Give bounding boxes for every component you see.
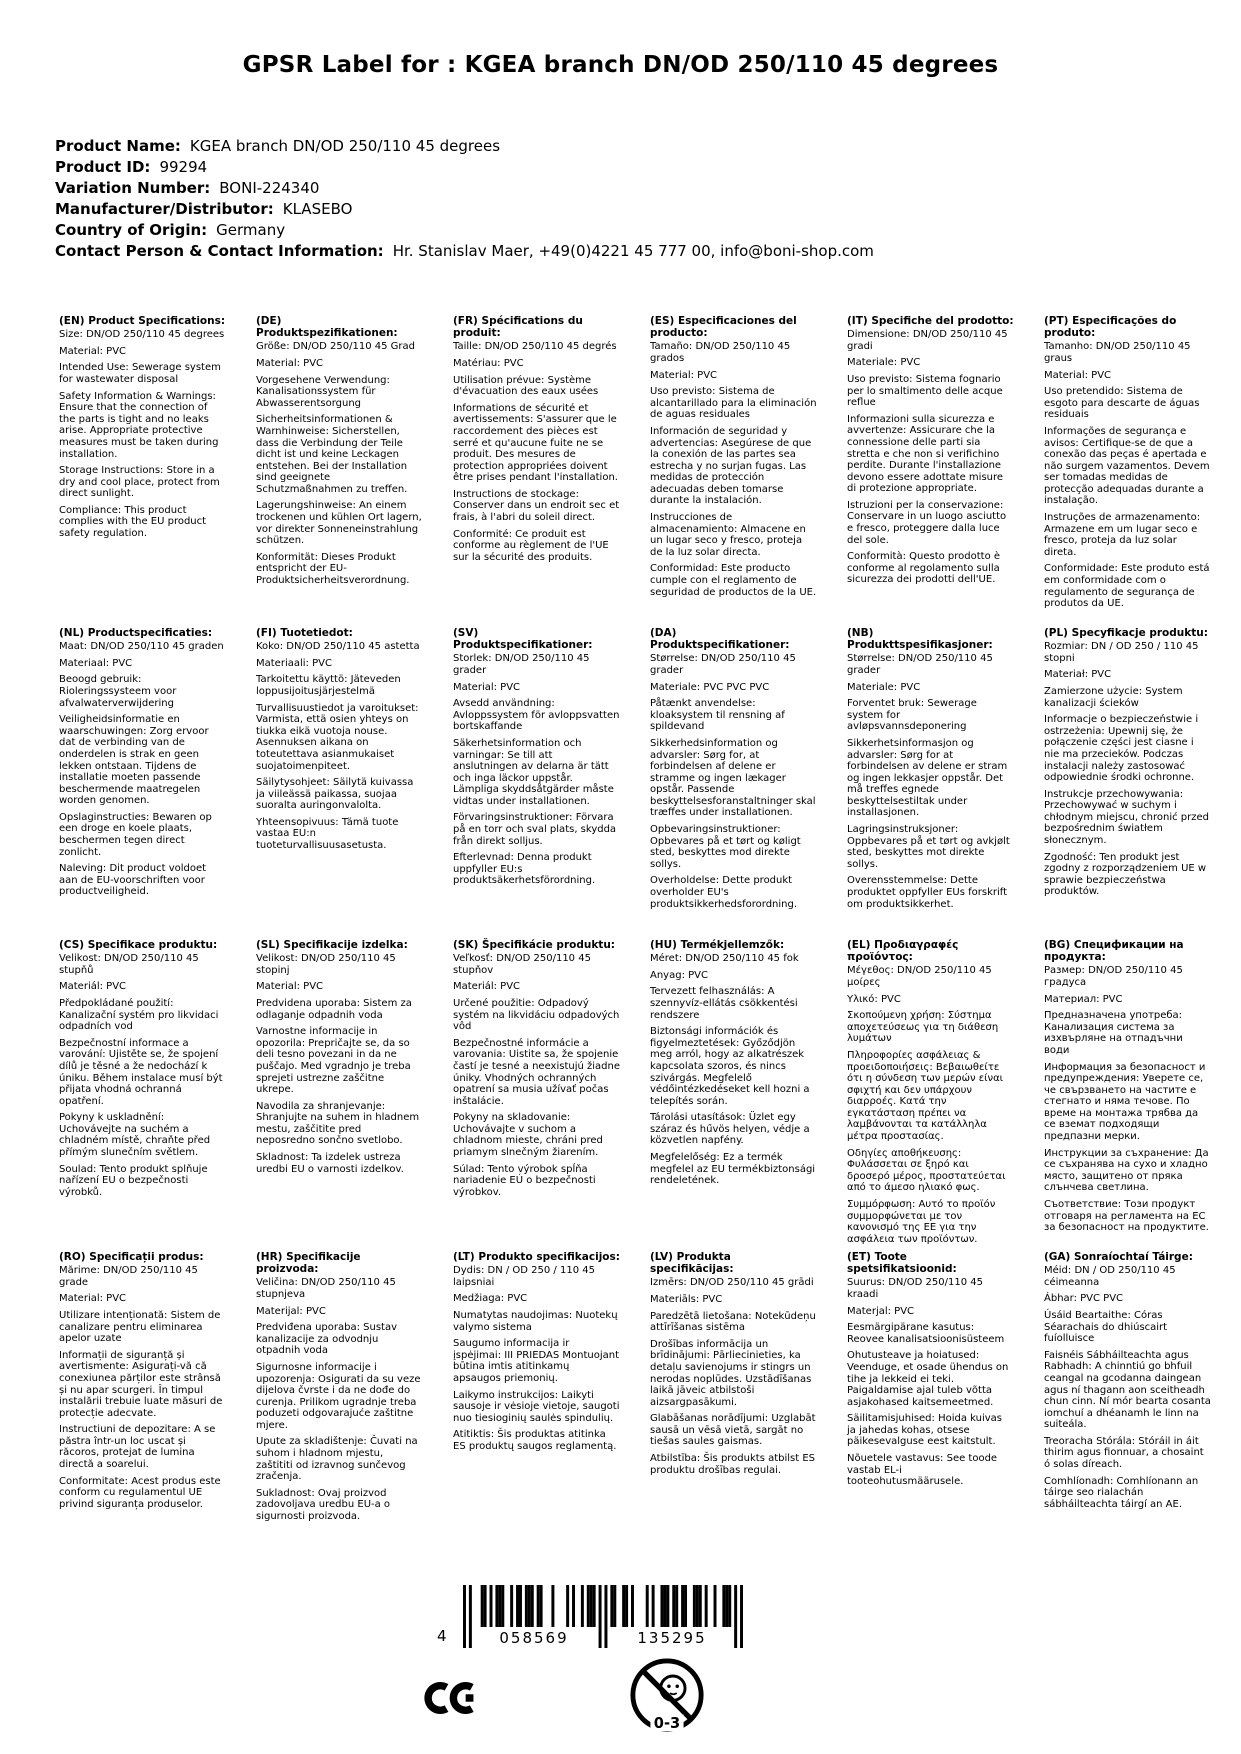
spec-paragraph: Tamanho: DN/OD 250/110 45 graus bbox=[1044, 341, 1191, 364]
spec-paragraph: Materiale: PVC bbox=[847, 681, 921, 693]
spec-paragraph: Eesmärgipärane kasutus: Reovee kanalisatsioonisüsteem bbox=[847, 1322, 1005, 1345]
spec-paragraph: Material: PVC bbox=[256, 981, 324, 993]
language-block bbox=[847, 1251, 1044, 1563]
language-block-body bbox=[59, 329, 226, 540]
spec-paragraph: Predvidena uporaba: Sistem za odlaganje odpadnih voda bbox=[256, 997, 412, 1021]
spec-paragraph: Información de seguridad y advertencias: Asegúrese de que la conexión de las partes sea estrecha y no surjan fugas. Las medidas de protección adecuadas deben tomarse durante la instalación. bbox=[650, 425, 812, 507]
language-block-heading: (SV) Produktspecifikationer: bbox=[453, 627, 593, 652]
spec-paragraph: Σκοπούμενη χρήση: Σύστημα αποχετεύσεως για τη διάθεση λυμάτων bbox=[847, 1010, 999, 1045]
barcode-left-digits: 058569 bbox=[499, 1629, 569, 1647]
language-block bbox=[1044, 315, 1241, 627]
spec-paragraph: Soulad: Tento produkt splňuje nařízení EU o bezpečnosti výrobků. bbox=[59, 1163, 208, 1198]
barcode-right-digits: 135295 bbox=[637, 1629, 707, 1647]
language-block bbox=[256, 939, 453, 1251]
spec-paragraph: Numatytas naudojimas: Nuotekų valymo sistema bbox=[453, 1309, 618, 1333]
language-block-heading: (SL) Specifikacije izdelka: bbox=[256, 939, 408, 951]
language-block bbox=[1044, 627, 1241, 939]
spec-paragraph: Instrukcje przechowywania: Przechowywać w suchym i chłodnym miejscu, chronić przed bezpośrednim światłem słonecznym. bbox=[1044, 788, 1210, 847]
spec-paragraph: Zamierzone użycie: System kanalizacji ścieków bbox=[1044, 685, 1183, 709]
spec-paragraph: Maat: DN/OD 250/110 45 graden bbox=[59, 641, 224, 653]
product-info bbox=[55, 136, 874, 262]
product-info-value: Hr. Stanislav Maer, +49(0)4221 45 777 00, info@boni-shop.com bbox=[392, 242, 874, 260]
language-block-body bbox=[650, 1277, 817, 1476]
spec-paragraph: Materiál: PVC bbox=[453, 981, 521, 993]
language-block bbox=[650, 1251, 847, 1563]
language-block-heading: (HR) Specifikacije proizvoda: bbox=[256, 1251, 361, 1276]
language-block-body bbox=[59, 953, 226, 1198]
language-block bbox=[59, 939, 256, 1251]
product-info-label: Country of Origin: bbox=[55, 221, 208, 239]
language-block-body bbox=[847, 653, 1014, 910]
spec-paragraph: Avsedd användning: Avloppssystem för avloppsvatten bortskaffande bbox=[453, 698, 620, 733]
spec-paragraph: Materiāls: PVC bbox=[650, 1293, 723, 1305]
spec-paragraph: Tárolási utasítások: Üzlet egy száraz és hűvös helyen, védje a közvetlen napfény. bbox=[650, 1112, 810, 1147]
spec-paragraph: Μέγεθος: DN/OD 250/110 45 μοίρες bbox=[847, 965, 992, 988]
spec-paragraph: Informations de sécurité et avertissements: S'assurer que le raccordement des pièces est serré et qu'aucune fuite ne se produit. Des mesures de protection appropriées doivent être prises pendant l'installation. bbox=[453, 402, 618, 484]
language-block-heading: (FR) Spécifications du produit: bbox=[453, 315, 583, 340]
spec-paragraph: Dydis: DN / OD 250 / 110 45 laipsniai bbox=[453, 1265, 595, 1288]
spec-paragraph: Overensstemmelse: Dette produktet oppfyller EUs forskrift om produktsikkerhet. bbox=[847, 875, 1008, 910]
spec-paragraph: Materiale: PVC bbox=[847, 357, 921, 369]
product-info-value: KGEA branch DN/OD 250/110 45 degrees bbox=[189, 137, 501, 155]
spec-paragraph: Dimensione: DN/OD 250/110 45 gradi bbox=[847, 329, 1008, 352]
spec-paragraph: Uso previsto: Sistema fognario per lo smaltimento delle acque reflue bbox=[847, 373, 1003, 409]
language-block bbox=[256, 627, 453, 939]
spec-paragraph: Taille: DN/OD 250/110 45 degrés bbox=[453, 341, 617, 353]
language-block-body bbox=[1044, 965, 1211, 1233]
language-block-body bbox=[256, 641, 423, 852]
spec-paragraph: Určené použitie: Odpadový systém na likvidáciu odpadových vôd bbox=[453, 997, 620, 1033]
spec-paragraph: Mărime: DN/OD 250/110 45 grade bbox=[59, 1265, 198, 1288]
language-block-heading: (NB) Produkttspesifikasjoner: bbox=[847, 627, 993, 652]
spec-paragraph: Instructions de stockage: Conserver dans un endroit sec et frais, à l'abri du soleil direct. bbox=[453, 488, 620, 524]
spec-paragraph: Sikkerhetsinformasjon og advarsler: Sørg for at forbindelsen av delene er stram og ingen lekkasjer oppstår. Det må treffes egnede beskyttelsestiltak under installasjonen. bbox=[847, 737, 1008, 819]
product-info-value: Germany bbox=[216, 221, 286, 239]
spec-paragraph: Säilitamisjuhised: Hoida kuivas ja jahedas kohas, otsese päikesevalguse eest kaitstult. bbox=[847, 1413, 1003, 1448]
spec-paragraph: Materiaali: PVC bbox=[256, 657, 332, 669]
spec-paragraph: Konformität: Dieses Produkt entspricht der EU-Produktsicherheitsverordnung. bbox=[256, 551, 410, 587]
spec-paragraph: Súlad: Tento výrobok spĺňa nariadenie EÚ o bezpečnosti výrobkov. bbox=[453, 1163, 596, 1198]
language-block-body bbox=[650, 653, 817, 910]
spec-paragraph: Информация за безопасност и предупреждения: Уверете се, че свързването на частите е стегнато и няма течове. По време на монтажа трябва да се вземат подходящи предпазни мерки. bbox=[1044, 1061, 1206, 1143]
spec-paragraph: Laikymo instrukcijos: Laikyti sausoje ir vėsioje vietoje, saugoti nuo tiesioginių saulės spindulių. bbox=[453, 1389, 620, 1424]
ean13-barcode bbox=[437, 1585, 743, 1651]
spec-paragraph: Materijal: PVC bbox=[256, 1305, 326, 1317]
language-block-body bbox=[1044, 641, 1211, 898]
language-block bbox=[650, 315, 847, 627]
product-info-label: Variation Number: bbox=[55, 179, 211, 197]
spec-paragraph: Faisnéis Sábháilteachta agus Rabhadh: A chinntiú go bhfuil ceangal na gcodanna daingean agus ní thagann aon sceitheadh chun cinn. Ní mór bearta cosanta iomchuí a dhéanamh le linn na suiteála. bbox=[1044, 1349, 1211, 1431]
spec-paragraph: Lagringsinstruksjoner: Oppbevares på et tørt og avkjølt sted, beskyttes mot direkte sollys. bbox=[847, 824, 1010, 870]
spec-paragraph: Biztonsági információk és figyelmeztetések: Győződjön meg arról, hogy az alkatrészek kapcsolata szoros, és nincs szivárgás. Megfelelő védőintézkedéseket kell hozni a telepítés során. bbox=[650, 1026, 810, 1107]
spec-paragraph: Materiál: PVC bbox=[59, 981, 127, 993]
spec-paragraph: Size: DN/OD 250/110 45 degrees bbox=[59, 329, 225, 341]
language-block-heading: (EL) Προδιαγραφές προϊόντος: bbox=[847, 939, 959, 964]
spec-paragraph: Sicherheitsinformationen & Warnhinweise: Sicherstellen, dass die Verbindung der Teile dicht ist und keine Leckagen entstehen. Bei der Installation sind geeignete Schutzmaßnahmen zu treffen. bbox=[256, 414, 408, 495]
language-block-body bbox=[1044, 341, 1211, 609]
spec-paragraph: Comhlíonadh: Comhlíonann an táirge seo rialachán sábháilteachta táirgí an AE. bbox=[1044, 1475, 1199, 1510]
language-block-body bbox=[59, 1265, 226, 1510]
spec-paragraph: Atbilstība: Šis produkts atbilst ES produktu drošības regulai. bbox=[650, 1453, 816, 1476]
spec-paragraph: Säilytysohjeet: Säilytä kuivassa ja viileässä paikassa, suojaa suoralta auringonvalolta. bbox=[256, 777, 414, 812]
spec-paragraph: Zgodność: Ten produkt jest zgodny z rozporządzeniem UE w sprawie bezpieczeństwa produktów. bbox=[1044, 851, 1207, 898]
spec-paragraph: Sukladnost: Ovaj proizvod zadovoljava uredbu EU-a o sigurnosti proizvoda. bbox=[256, 1487, 391, 1523]
spec-paragraph: Suurus: DN/OD 250/110 45 kraadi bbox=[847, 1277, 983, 1300]
spec-paragraph: Veličina: DN/OD 250/110 45 stupnjeva bbox=[256, 1277, 396, 1300]
language-block-heading: (PT) Especificações do produto: bbox=[1044, 315, 1177, 340]
language-block-body bbox=[847, 965, 1014, 1245]
spec-paragraph: Rozmiar: DN / OD 250 / 110 45 stopni bbox=[1044, 641, 1199, 664]
product-info-label: Product ID: bbox=[55, 158, 151, 176]
spec-paragraph: Efterlevnad: Denna produkt uppfyller EU:s produktsäkerhetsförordning. bbox=[453, 852, 596, 887]
spec-paragraph: Påtænkt anvendelse: kloaksystem til rensning af spildevand bbox=[650, 698, 785, 733]
language-block-body bbox=[453, 341, 620, 563]
language-block bbox=[453, 1251, 650, 1563]
age-warning-0-3-icon bbox=[628, 1656, 706, 1738]
spec-paragraph: Bezpečnostné informácie a varovania: Uistite sa, že spojenie častí je tesné a neexistujú žiadne úniky. Vhodných ochranných opatrení sa musia užívať počas inštalácie. bbox=[453, 1037, 621, 1107]
spec-paragraph: Velikost: DN/OD 250/110 45 stupňů bbox=[59, 953, 199, 976]
language-block-heading: (LV) Produkta specifikācijas: bbox=[650, 1251, 734, 1276]
spec-paragraph: Utilisation prévue: Système d'évacuation des eaux usées bbox=[453, 374, 599, 398]
spec-paragraph: Material: PVC bbox=[256, 357, 324, 369]
spec-paragraph: Saugumo informacija ir įspėjimai: III PRIEDAS Montuojant būtina imtis atitinkamų apsaugos priemonių. bbox=[453, 1338, 620, 1384]
language-block-heading: (CS) Specifikace produktu: bbox=[59, 939, 218, 951]
product-info-label: Manufacturer/Distributor: bbox=[55, 200, 274, 218]
spec-paragraph: Beoogd gebruik: Rioleringssysteem voor afvalwaterverwijdering bbox=[59, 674, 177, 709]
product-info-value: BONI-224340 bbox=[219, 179, 320, 197]
language-block-body bbox=[1044, 1265, 1211, 1510]
spec-paragraph: Méret: DN/OD 250/110 45 fok bbox=[650, 953, 799, 965]
spec-paragraph: Материал: PVC bbox=[1044, 993, 1123, 1005]
language-block-heading: (BG) Спецификации на продукта: bbox=[1044, 939, 1184, 964]
spec-paragraph: Skladnost: Ta izdelek ustreza uredbi EU o varnosti izdelkov. bbox=[256, 1152, 404, 1175]
product-info-row bbox=[55, 178, 874, 199]
spec-paragraph: Vorgesehene Verwendung: Kanalisationssystem für Abwasserentsorgung bbox=[256, 374, 390, 409]
spec-paragraph: Opslaginstructies: Bewaren op een droge en koele plaats, beschermen tegen direct zonlicht. bbox=[59, 811, 212, 858]
language-block-heading: (LT) Produkto specifikacijos: bbox=[453, 1251, 620, 1263]
spec-paragraph: Storage Instructions: Store in a dry and cool place, protect from direct sunlight. bbox=[59, 465, 220, 500]
language-block-heading: (FI) Tuotetiedot: bbox=[256, 627, 353, 639]
page-title: GPSR Label for : KGEA branch DN/OD 250/110 45 degrees bbox=[242, 52, 999, 78]
spec-paragraph: Størrelse: DN/OD 250/110 45 grader bbox=[650, 653, 796, 676]
spec-paragraph: Upute za skladištenje: Čuvati na suhom i hladnom mjestu, zaštititi od izravnog sunčevog zračenja. bbox=[256, 1436, 418, 1483]
spec-paragraph: Varnostne informacije in opozorila: Prepričajte se, da so deli tesno povezani in da ne puščajo. Med vgradnjo je treba sprejeti ustrezne zaščitne ukrepe. bbox=[256, 1026, 411, 1096]
spec-paragraph: Informacje o bezpieczeństwie i ostrzeżenia: Upewnij się, że połączenie części jest ciasne i nie ma przecieków. Podczas instalacji należy zastosować odpowiednie środki ochronne. bbox=[1044, 714, 1199, 784]
spec-paragraph: Treoracha Stórála: Stóráil in áit thirim agus fionnuar, a chosaint ó solas díreach. bbox=[1044, 1435, 1204, 1471]
spec-paragraph: Conformidad: Este producto cumple con el reglamento de seguridad de productos de la UE. bbox=[650, 563, 817, 598]
spec-paragraph: Material: PVC bbox=[59, 345, 127, 357]
spec-paragraph: Úsáid Beartaithe: Córas Séarachais do dhiúscairt fuíolluisce bbox=[1044, 1309, 1168, 1345]
spec-paragraph: Bezpečnostní informace a varování: Ujistěte se, že spojení dílů je těsné a že nedochází k úniku. Během instalace musí být přijata vhodná ochranná opatření. bbox=[59, 1037, 223, 1107]
language-block-body bbox=[453, 953, 620, 1198]
spec-paragraph: Förvaringsinstruktioner: Förvara på en torr och sval plats, skydda från direkt solljus. bbox=[453, 812, 617, 847]
spec-paragraph: Conformité: Ce produit est conforme au règlement de l'UE sur la sécurité des produits. bbox=[453, 528, 609, 563]
spec-paragraph: Instructiuni de depozitare: A se păstra într-un loc uscat și răcoros, protejat de lumina directă a soarelui. bbox=[59, 1424, 216, 1471]
language-block bbox=[59, 1251, 256, 1563]
product-info-label: Product Name: bbox=[55, 137, 181, 155]
spec-paragraph: Uso pretendido: Sistema de esgoto para descarte de águas residuais bbox=[1044, 386, 1200, 421]
spec-paragraph: Material: PVC bbox=[1044, 369, 1112, 381]
spec-paragraph: Materjal: PVC bbox=[847, 1305, 915, 1317]
language-block-body bbox=[453, 1265, 620, 1452]
product-info-value: 99294 bbox=[159, 158, 208, 176]
spec-paragraph: Overholdelse: Dette produkt overholder EU's produktsikkerhedsforordning. bbox=[650, 875, 798, 910]
spec-paragraph: Størrelse: DN/OD 250/110 45 grader bbox=[847, 653, 993, 676]
language-block-heading: (DE) Produktspezifikationen: bbox=[256, 315, 398, 340]
spec-paragraph: Koko: DN/OD 250/110 45 astetta bbox=[256, 641, 420, 653]
spec-paragraph: Velikost: DN/OD 250/110 45 stopinj bbox=[256, 953, 396, 976]
spec-paragraph: Méid: DN / OD 250/110 45 céimeanna bbox=[1044, 1265, 1176, 1288]
language-block bbox=[650, 939, 847, 1251]
spec-paragraph: Πληροφορίες ασφάλειας & προειδοποιήσεις: Βεβαιωθείτε ότι η σύνδεση των μερών είναι σφιχτή και δεν υπάρχουν διαρροές. Κατά την εγκατάσταση πρέπει να λαμβάνονται τα κατάλληλα μέτρα προστασίας. bbox=[847, 1049, 1004, 1143]
spec-paragraph: Compliance: This product complies with the EU product safety regulation. bbox=[59, 504, 207, 540]
spec-paragraph: Съответствие: Този продукт отговаря на регламента на ЕС за безопасност на продуктите. bbox=[1044, 1199, 1209, 1234]
language-block-body bbox=[453, 653, 620, 887]
language-block bbox=[847, 315, 1044, 627]
spec-paragraph: Pokyny na skladovanie: Uchovávajte v suchom a chladnom mieste, chráni pred priamym slnečným žiarením. bbox=[453, 1112, 603, 1159]
language-block bbox=[847, 627, 1044, 939]
spec-paragraph: Megfelelőség: Ez a termék megfelel az EU termékbiztonsági rendeletének. bbox=[650, 1152, 816, 1187]
product-info-label: Contact Person & Contact Information: bbox=[55, 242, 384, 260]
language-block bbox=[453, 627, 650, 939]
spec-paragraph: Utilizare intenționată: Sistem de canalizare pentru eliminarea apelor uzate bbox=[59, 1309, 221, 1345]
spec-paragraph: Nõuetele vastavus: See toode vastab EL-i tooteohutusmäärusele. bbox=[847, 1453, 998, 1488]
spec-paragraph: Lagerungshinweise: An einem trockenen und kühlen Ort lagern, vor direkter Sonneneinstrahlung schützen. bbox=[256, 500, 422, 547]
spec-paragraph: Navodila za shranjevanje: Shranjujte na suhem in hladnem mestu, zaščitite pred neposredno sončno svetlobo. bbox=[256, 1100, 420, 1147]
spec-paragraph: Tarkoitettu käyttö: Jäteveden loppusijoitusjärjestelmä bbox=[256, 674, 401, 697]
spec-paragraph: Opbevaringsinstruktioner: Opbevares på et tørt og køligt sted, beskyttes mod direkte sollys. bbox=[650, 824, 801, 870]
language-block-body bbox=[650, 953, 817, 1187]
spec-paragraph: Conformità: Questo prodotto è conforme al regolamento sulla sicurezza dei prodotti dell'UE. bbox=[847, 551, 1001, 586]
language-block bbox=[650, 627, 847, 939]
language-block bbox=[256, 1251, 453, 1563]
spec-paragraph: Storlek: DN/OD 250/110 45 grader bbox=[453, 653, 590, 676]
language-block-heading: (ET) Toote spetsifikatsioonid: bbox=[847, 1251, 957, 1276]
spec-paragraph: Safety Information & Warnings: Ensure that the connection of the parts is tight and no leaks arise. Appropriate protective measures must be taken during installation. bbox=[59, 390, 219, 460]
language-block-heading: (ES) Especificaciones del producto: bbox=[650, 315, 797, 340]
spec-paragraph: Naleving: Dit product voldoet aan de EU-voorschriften voor productveiligheid. bbox=[59, 863, 207, 898]
language-block-body bbox=[847, 1277, 1014, 1488]
spec-paragraph: Οδηγίες αποθήκευσης: Φυλάσσεται σε ξηρό και δροσερό μέρος, προστατεύεται από το άμεσο ηλιακό φως. bbox=[847, 1147, 1006, 1194]
spec-paragraph: Veiligheidsinformatie en waarschuwingen: Zorg ervoor dat de verbinding van de onderdelen is strak en geen lekken ontstaan. Tijdens de installatie moeten passende beschermende maatregelen worden genomen. bbox=[59, 714, 209, 807]
spec-paragraph: Ohutusteave ja hoiatused: Veenduge, et osade ühendus on tihe ja lekkeid ei teki. Paigaldamise ajal tuleb võtta asjakohased kaitsemeetmed. bbox=[847, 1350, 1009, 1408]
spec-paragraph: Anyag: PVC bbox=[650, 969, 708, 981]
language-block-body bbox=[256, 341, 423, 586]
spec-paragraph: Säkerhetsinformation och varningar: Se till att anslutningen av delarna är tätt och inga läckor uppstår. Lämpliga skyddsåtgärder måste vidtas under installationen. bbox=[453, 737, 614, 807]
product-info-row bbox=[55, 241, 874, 262]
spec-paragraph: Istruzioni per la conservazione: Conservare in un luogo asciutto e fresco, proteggere dalla luce del sole. bbox=[847, 499, 1007, 546]
spec-paragraph: Conformidade: Este produto está em conformidade com o regulamento de segurança de produtos da UE. bbox=[1044, 563, 1210, 610]
language-block bbox=[453, 939, 650, 1251]
spec-paragraph: Matériau: PVC bbox=[453, 357, 524, 369]
ce-mark-icon bbox=[424, 1676, 482, 1724]
language-block bbox=[1044, 1251, 1241, 1563]
barcode-prefix-digit: 4 bbox=[437, 1627, 447, 1645]
spec-paragraph: Инструкции за съхранение: Да се съхранява на сухо и хладно място, защитено от пряка слънчева светлина. bbox=[1044, 1147, 1209, 1194]
language-block-body bbox=[847, 329, 1014, 586]
spec-paragraph: Atitiktis: Šis produktas atitinka ES produktų saugos reglamentą. bbox=[453, 1429, 617, 1452]
language-block-heading: (SK) Špecifikácie produktu: bbox=[453, 939, 616, 951]
product-info-row bbox=[55, 199, 874, 220]
language-block-heading: (IT) Specifiche del prodotto: bbox=[847, 315, 1014, 327]
spec-paragraph: Veľkosť: DN/OD 250/110 45 stupňov bbox=[453, 953, 591, 976]
product-info-row bbox=[55, 136, 874, 157]
spec-paragraph: Turvallisuustiedot ja varoitukset: Varmista, että osien yhteys on tiukka eikä vuotoja nouse. Asennuksen aikana on toteutettava asianmukaiset suojatoimenpiteet. bbox=[256, 702, 419, 772]
language-grid bbox=[59, 315, 1241, 1563]
language-block-heading: (NL) Productspecificaties: bbox=[59, 627, 213, 639]
spec-paragraph: Tamaño: DN/OD 250/110 45 grados bbox=[650, 341, 791, 364]
language-block bbox=[59, 627, 256, 939]
spec-paragraph: Размер: DN/OD 250/110 45 градуса bbox=[1044, 965, 1183, 988]
language-block bbox=[59, 315, 256, 627]
spec-paragraph: Forventet bruk: Sewerage system for avløpsvannsdeponering bbox=[847, 698, 977, 733]
spec-paragraph: Materiaal: PVC bbox=[59, 657, 133, 669]
spec-paragraph: Paredzētā lietošana: Notekūdeņu attīrīšanas sistēma bbox=[650, 1310, 816, 1334]
language-block-heading: (DA) Produktspecifikationer: bbox=[650, 627, 790, 652]
spec-paragraph: Предназначена употреба: Канализация система за изхвърляне на отпадъчни води bbox=[1044, 1010, 1183, 1056]
language-block-heading: (GA) Sonraíochtaí Táirge: bbox=[1044, 1251, 1193, 1263]
spec-paragraph: Medžiaga: PVC bbox=[453, 1293, 528, 1305]
spec-paragraph: Sikkerhedsinformation og advarsler: Sørg for, at forbindelsen af delene er stramme og ingen lækager opstår. Passende beskyttelsesforanstaltninger skal træffes under installationen. bbox=[650, 737, 816, 819]
spec-paragraph: Instruções de armazenamento: Armazene em um lugar seco e fresco, proteja da luz solar direta. bbox=[1044, 512, 1201, 558]
language-block bbox=[453, 315, 650, 627]
spec-paragraph: Uso previsto: Sistema de alcantarillado para la eliminación de aguas residuales bbox=[650, 386, 817, 421]
language-block-body bbox=[59, 641, 226, 898]
spec-paragraph: Material: PVC bbox=[59, 1293, 127, 1305]
product-info-value: KLASEBO bbox=[282, 200, 353, 218]
language-block-heading: (RO) Specificații produs: bbox=[59, 1251, 204, 1263]
spec-paragraph: Drošības informācija un brīdinājumi: Pārliecinieties, ka detaļu savienojums ir stingrs un nerodas noplūdes. Uzstādīšanas laikā jāveic atbilstoši aizsargpasākumi. bbox=[650, 1338, 812, 1408]
spec-paragraph: Izmērs: DN/OD 250/110 45 grādi bbox=[650, 1277, 814, 1289]
language-block-heading: (PL) Specyfikacje produktu: bbox=[1044, 627, 1208, 639]
spec-paragraph: Συμμόρφωση: Αυτό το προϊόν συμμορφώνεται με τον κανονισμό της ΕΕ για την ασφάλεια των προϊόντων. bbox=[847, 1199, 996, 1245]
spec-paragraph: Materiał: PVC bbox=[1044, 669, 1112, 681]
spec-paragraph: Predviđena uporaba: Sustav kanalizacije za odvodnju otpadnih voda bbox=[256, 1322, 398, 1357]
spec-paragraph: Ábhar: PVC PVC bbox=[1044, 1293, 1124, 1305]
language-block-heading: (HU) Termékjellemzők: bbox=[650, 939, 785, 951]
language-block-body bbox=[650, 341, 817, 598]
spec-paragraph: Υλικό: PVC bbox=[847, 993, 901, 1005]
language-block-heading: (EN) Product Specifications: bbox=[59, 315, 226, 327]
product-info-row bbox=[55, 157, 874, 178]
spec-paragraph: Informações de segurança e avisos: Certifique-se de que a conexão das peças é apertada e não surgem vazamentos. Devem ser tomadas medidas de protecção adequadas durante a instalação. bbox=[1044, 425, 1210, 507]
spec-paragraph: Größe: DN/OD 250/110 45 Grad bbox=[256, 341, 416, 353]
spec-paragraph: Material: PVC bbox=[453, 681, 521, 693]
spec-paragraph: Materiale: PVC PVC PVC bbox=[650, 681, 770, 693]
language-block bbox=[256, 315, 453, 627]
product-info-row bbox=[55, 220, 874, 241]
age-warning-label: 0-3 bbox=[653, 1715, 681, 1733]
spec-paragraph: Intended Use: Sewerage system for wastewater disposal bbox=[59, 362, 221, 385]
spec-paragraph: Předpokládané použití: Kanalizační systém pro likvidaci odpadních vod bbox=[59, 997, 219, 1033]
spec-paragraph: Informații de siguranță și avertismente: Asigurați-vă că conexiunea părților este strânsă și nu apar scurgeri. În timpul instalării trebuie luate măsuri de protecție adecvate. bbox=[59, 1349, 223, 1419]
spec-paragraph: Tervezett felhasználás: A szennyvíz-ellátás csökkentési rendszere bbox=[650, 986, 798, 1021]
language-block-body bbox=[256, 953, 423, 1175]
spec-paragraph: Yhteensopivuus: Tämä tuote vastaa EU:n tuoteturvallisuusasetusta. bbox=[256, 816, 399, 852]
language-block-body bbox=[256, 1277, 423, 1522]
spec-paragraph: Conformitate: Acest produs este conform cu regulamentul UE privind siguranța produselor. bbox=[59, 1475, 221, 1510]
language-block bbox=[1044, 939, 1241, 1251]
spec-paragraph: Sigurnosne informacije i upozorenja: Osigurati da su veze dijelova čvrste i da ne dođe do curenja. Prilikom ugradnje treba poduzeti odgovarajuće zaštitne mjere. bbox=[256, 1361, 421, 1431]
spec-paragraph: Glabāšanas norādījumi: Uzglabāt sausā un vēsā vietā, sargāt no tiešas saules gaismas. bbox=[650, 1413, 816, 1448]
spec-paragraph: Pokyny k uskladnění: Uchovávejte na suchém a chladném místě, chraňte před přímým slunečním světlem. bbox=[59, 1112, 211, 1159]
spec-paragraph: Informazioni sulla sicurezza e avvertenze: Assicurare che la connessione delle parti sia stretta e che non si verifichino perdite. Durante l'installazione devono essere adottate misure di protezione appropriate. bbox=[847, 413, 1004, 495]
spec-paragraph: Instrucciones de almacenamiento: Almacene en un lugar seco y fresco, proteja de la luz solar directa. bbox=[650, 512, 806, 558]
spec-paragraph: Material: PVC bbox=[650, 369, 718, 381]
language-block bbox=[847, 939, 1044, 1251]
